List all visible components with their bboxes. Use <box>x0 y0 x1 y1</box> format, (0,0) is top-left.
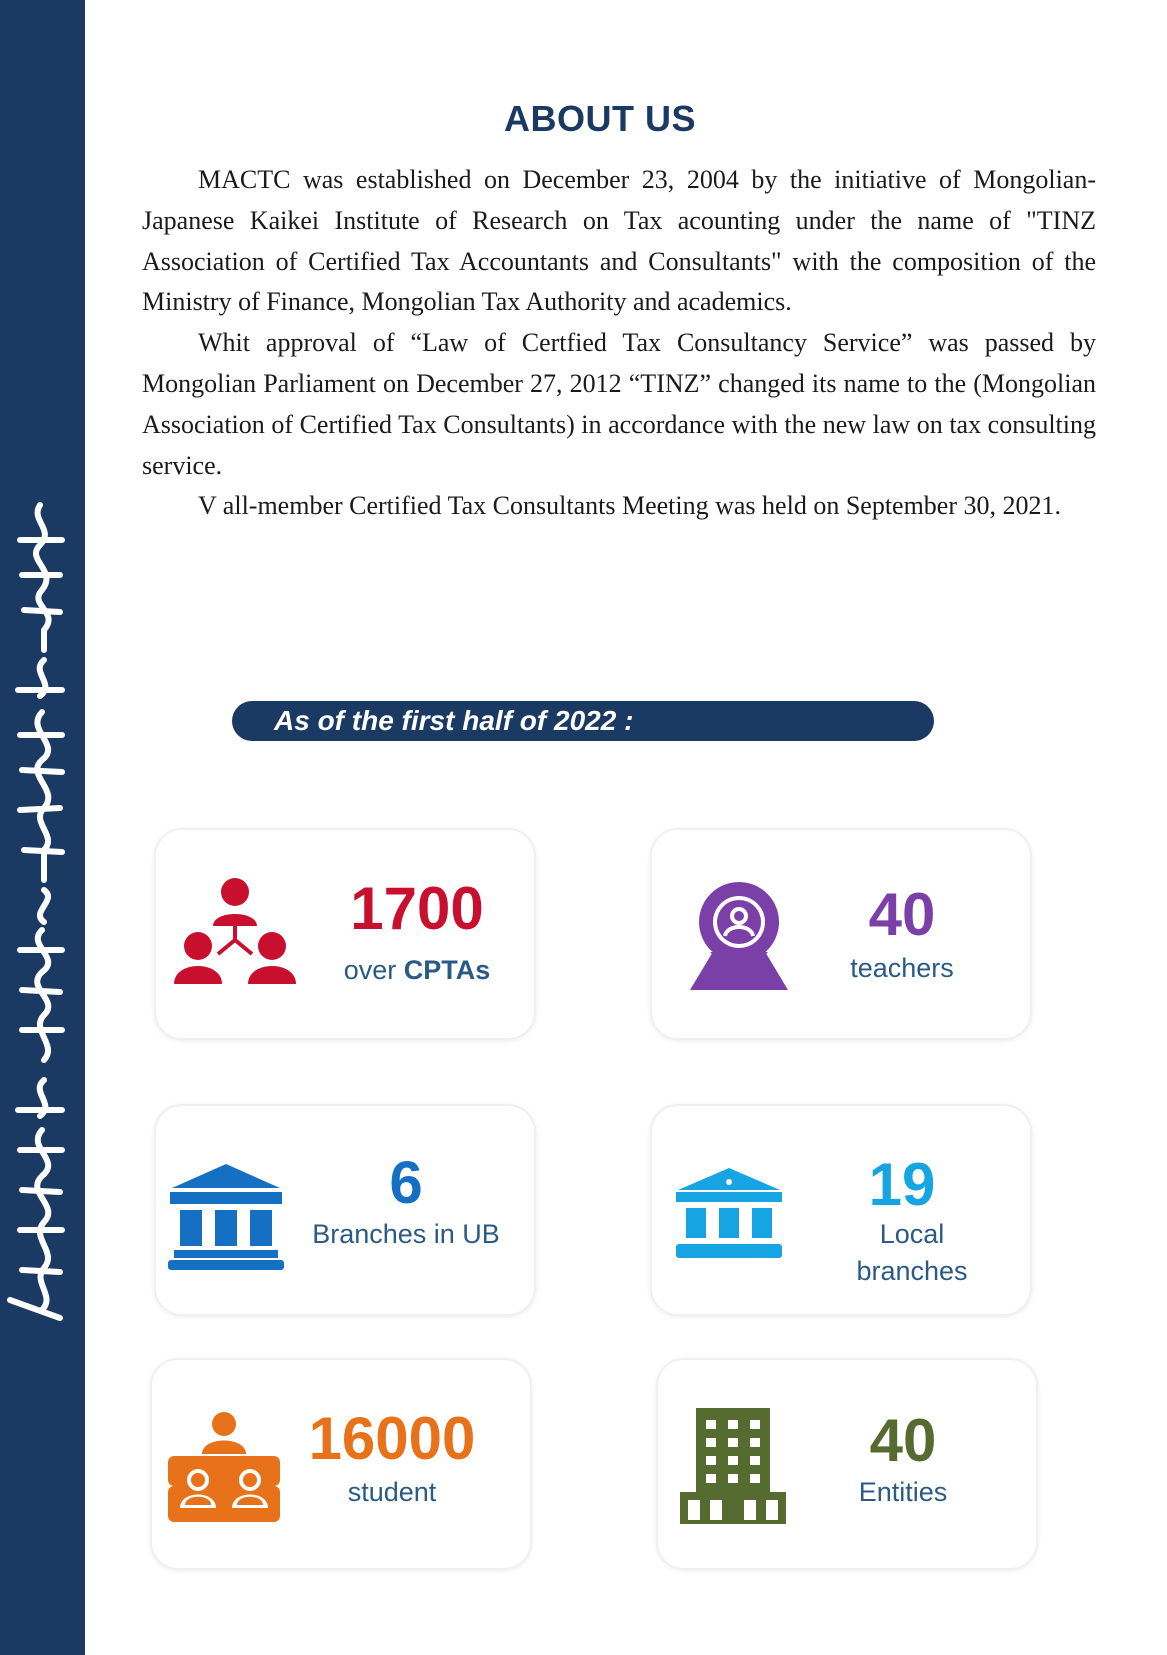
stat-label-local-branches <box>822 1216 1002 1290</box>
mongolian-script-decoration <box>0 0 85 1655</box>
stat-card-teachers <box>650 828 1032 1040</box>
stat-value-entities: 40 <box>869 1407 937 1474</box>
stats-banner-text: As of the first half of 2022 : <box>274 705 634 736</box>
page-title: ABOUT US <box>504 98 696 139</box>
paragraph-law-approval: Whit approval of “Law of Certfied Tax Consultancy Service” was passed by Mongolian Parliament on December 27, 2012 “TINZ” changed its name to the (Mongolian Association of Certified Tax Consultants) in accordance with the new law on tax consulting service. <box>142 328 1096 480</box>
stat-card-branches-ub <box>154 1104 536 1316</box>
stat-label-local-line1: Local <box>879 1219 945 1249</box>
stat-value-students: 16000 <box>308 1405 476 1472</box>
stat-label-local-line2: branches <box>856 1256 968 1286</box>
stat-value-teachers: 40 <box>868 881 936 948</box>
stat-label-teachers: teachers <box>850 953 954 983</box>
stats-banner <box>232 701 934 741</box>
people-network-icon <box>170 874 300 994</box>
stat-card-entities <box>656 1358 1038 1570</box>
stat-card-cptas <box>154 828 536 1040</box>
bank-building-icon <box>166 1160 286 1270</box>
stat-label-cptas <box>322 952 512 989</box>
decorative-sidebar <box>0 0 85 1655</box>
stat-label-branches-ub: Branches in UB <box>312 1219 500 1249</box>
stat-value-branches-ub: 6 <box>389 1149 423 1216</box>
stat-label-students: student <box>347 1477 437 1507</box>
bank-building-icon <box>674 1164 784 1264</box>
stat-label-cptas-bold: CPTAs <box>403 955 491 985</box>
stat-card-local-branches <box>650 1104 1032 1316</box>
stat-label-cptas-prefix: over <box>343 955 397 985</box>
stat-value-local-branches: 19 <box>868 1151 936 1218</box>
office-building-icon <box>678 1406 788 1526</box>
paragraph-meeting: V all-member Certified Tax Consultants Meeting was held on September 30, 2021. <box>198 491 1062 521</box>
stat-card-students <box>150 1358 532 1570</box>
paragraph-establishment: MACTC was established on December 23, 2004 by the initiative of Mongolian-Japanese Kaikei Institute of Research on Tax acounting under the name of "TINZ Association of Certified Tax Accountants and Consultants" with the composition of the Ministry of Finance, Mongolian Tax Authority and academics. <box>142 165 1096 317</box>
about-body-text <box>142 160 1096 527</box>
stat-label-entities: Entities <box>858 1477 948 1507</box>
classroom-icon <box>166 1410 282 1522</box>
stat-value-cptas: 1700 <box>350 875 484 942</box>
location-person-icon <box>680 876 798 994</box>
